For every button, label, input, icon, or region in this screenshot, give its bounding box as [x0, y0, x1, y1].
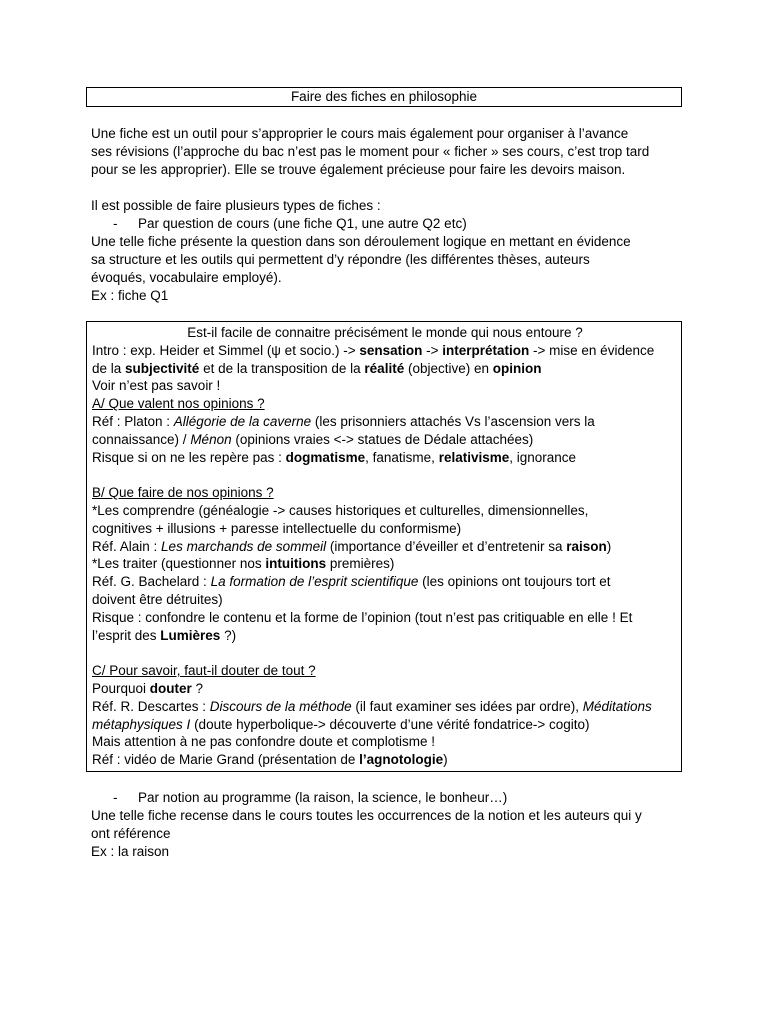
fiche-question: Est-il facile de connaitre précisément le monde qui nous entoure ? — [187, 325, 583, 340]
fiche-line: doivent être détruites) — [92, 591, 223, 607]
fiche-line — [92, 413, 678, 431]
fiche-line — [92, 680, 678, 698]
bold-term: réalité — [364, 360, 405, 376]
types-line: Ex : fiche Q1 — [91, 288, 169, 303]
types-line: Une telle fiche présente la question dans son déroulement logique en mettant en évidence — [91, 234, 631, 249]
text-fragment: Risque si on ne les repère pas : — [92, 449, 286, 465]
notion-paragraph — [91, 789, 681, 861]
italic-title: métaphysiques I — [92, 716, 191, 732]
text-fragment: et de la transposition de la — [199, 360, 365, 376]
text-fragment: *Les traiter (questionner nos — [92, 556, 266, 572]
notion-line: Une telle fiche recense dans le cours toutes les occurrences de la notion et les auteurs qui y — [91, 808, 642, 823]
text-fragment: Réf : vidéo de Marie Grand (présentation de — [92, 752, 360, 768]
types-line: sa structure et les outils qui permettent d’y répondre (les différentes thèses, auteurs — [91, 252, 590, 267]
types-line: Il est possible de faire plusieurs types de fiches : — [91, 198, 381, 213]
bold-term: dogmatisme — [285, 449, 366, 465]
bold-term: l’agnotologie — [359, 752, 444, 768]
text-fragment: , fanatisme, — [365, 449, 439, 465]
fiche-line — [92, 449, 678, 467]
text-fragment: Réf. Alain : — [92, 538, 162, 554]
intro-paragraph — [91, 125, 681, 179]
italic-title: Ménon — [190, 431, 232, 447]
section-b-heading: B/ Que faire de nos opinions ? — [92, 485, 274, 501]
bullet-item-question — [91, 215, 681, 233]
text-fragment: , ignorance — [509, 449, 577, 465]
intro-line: pour se les approprier). Elle se trouve également précieuse pour faire les devoirs maison. — [91, 162, 626, 177]
text-fragment: Réf. G. Bachelard : — [92, 574, 211, 590]
italic-title: Méditations — [582, 698, 652, 714]
text-fragment: Pourquoi — [92, 680, 150, 696]
text-fragment: (objective) en — [404, 360, 493, 376]
bold-term: sensation — [359, 342, 423, 358]
section-c-heading: C/ Pour savoir, faut-il douter de tout ? — [92, 663, 316, 679]
fiche-line — [92, 716, 678, 734]
bold-term: douter — [149, 680, 192, 696]
notion-line: Ex : la raison — [91, 844, 170, 859]
notion-line: ont référence — [91, 826, 171, 841]
text-fragment: (opinions vraies <-> statues de Dédale attachées) — [231, 431, 534, 447]
example-fiche-box — [86, 321, 682, 772]
fiche-line: Voir n’est pas savoir ! — [92, 378, 221, 394]
document-title — [86, 87, 682, 107]
fiche-line: cognitives + illusions + paresse intellectuelle du conformisme) — [92, 520, 462, 536]
bold-term: interprétation — [442, 342, 530, 358]
text-fragment: ?) — [220, 627, 237, 643]
italic-title: Allégorie de la caverne — [173, 413, 312, 429]
types-paragraph — [91, 197, 681, 305]
text-fragment: -> — [422, 342, 443, 358]
text-fragment: -> mise en évidence — [529, 342, 655, 358]
intro-line: ses révisions (l’approche du bac n’est pas le moment pour « ficher » ses cours, c’est trop tard — [91, 144, 650, 159]
fiche-line: Risque : confondre le contenu et la forme de l’opinion (tout n’est pas critiquable en elle ! Et — [92, 609, 633, 625]
fiche-line — [92, 627, 678, 645]
text-fragment: connaissance) / — [92, 431, 191, 447]
fiche-line — [92, 573, 678, 591]
title-text: Faire des fiches en philosophie — [290, 89, 478, 104]
bold-term: raison — [566, 538, 607, 554]
section-a-heading: A/ Que valent nos opinions ? — [92, 396, 265, 412]
bullet-dash: - — [113, 790, 118, 805]
bold-term: intuitions — [265, 556, 327, 572]
text-fragment: ? — [191, 680, 204, 696]
fiche-intro-line — [92, 342, 678, 360]
text-fragment: premières) — [326, 556, 395, 572]
text-fragment: (les prisonniers attachés Vs l’ascension vers la — [311, 413, 595, 429]
text-fragment: ) — [606, 538, 612, 554]
text-fragment: de la — [92, 360, 126, 376]
bullet-text: Par notion au programme (la raison, la science, le bonheur…) — [138, 790, 508, 805]
text-fragment: l’esprit des — [92, 627, 161, 643]
text-fragment: Réf : Platon : — [92, 413, 174, 429]
fiche-line — [92, 538, 678, 556]
bullet-dash: - — [113, 216, 118, 231]
fiche-line: Mais attention à ne pas confondre doute et complotisme ! — [92, 734, 435, 750]
text-fragment: (il faut examiner ses idées par ordre), — [351, 698, 583, 714]
fiche-line — [92, 431, 678, 449]
bold-term: subjectivité — [125, 360, 200, 376]
types-line: évoqués, vocabulaire employé). — [91, 270, 282, 285]
text-fragment: (les opinions ont toujours tort et — [418, 574, 611, 590]
fiche-intro-line — [92, 360, 678, 378]
bold-term: Lumières — [160, 627, 221, 643]
text-fragment: ) — [443, 752, 448, 768]
bold-term: relativisme — [438, 449, 510, 465]
bullet-item-notion — [91, 789, 681, 807]
italic-title: Les marchands de sommeil — [161, 538, 327, 554]
text-fragment: (importance d’éveiller et d’entretenir sa — [326, 538, 567, 554]
bullet-text: Par question de cours (une fiche Q1, une autre Q2 etc) — [138, 216, 467, 231]
text-fragment: Réf. R. Descartes : — [92, 698, 210, 714]
text-fragment: Intro : exp. Heider et Simmel (ψ et socio.) -> — [92, 342, 360, 358]
italic-title: Discours de la méthode — [209, 698, 352, 714]
fiche-line — [92, 555, 678, 573]
fiche-line — [92, 698, 678, 716]
fiche-line: *Les comprendre (généalogie -> causes historiques et culturelles, dimensionnelles, — [92, 502, 589, 518]
bold-term: opinion — [492, 360, 542, 376]
fiche-line — [92, 751, 678, 769]
italic-title: La formation de l’esprit scientifique — [210, 574, 419, 590]
text-fragment: (doute hyperbolique-> découverte d’une vérité fondatrice-> cogito) — [190, 716, 590, 732]
intro-line: Une fiche est un outil pour s’approprier le cours mais également pour organiser à l’avance — [91, 126, 629, 141]
